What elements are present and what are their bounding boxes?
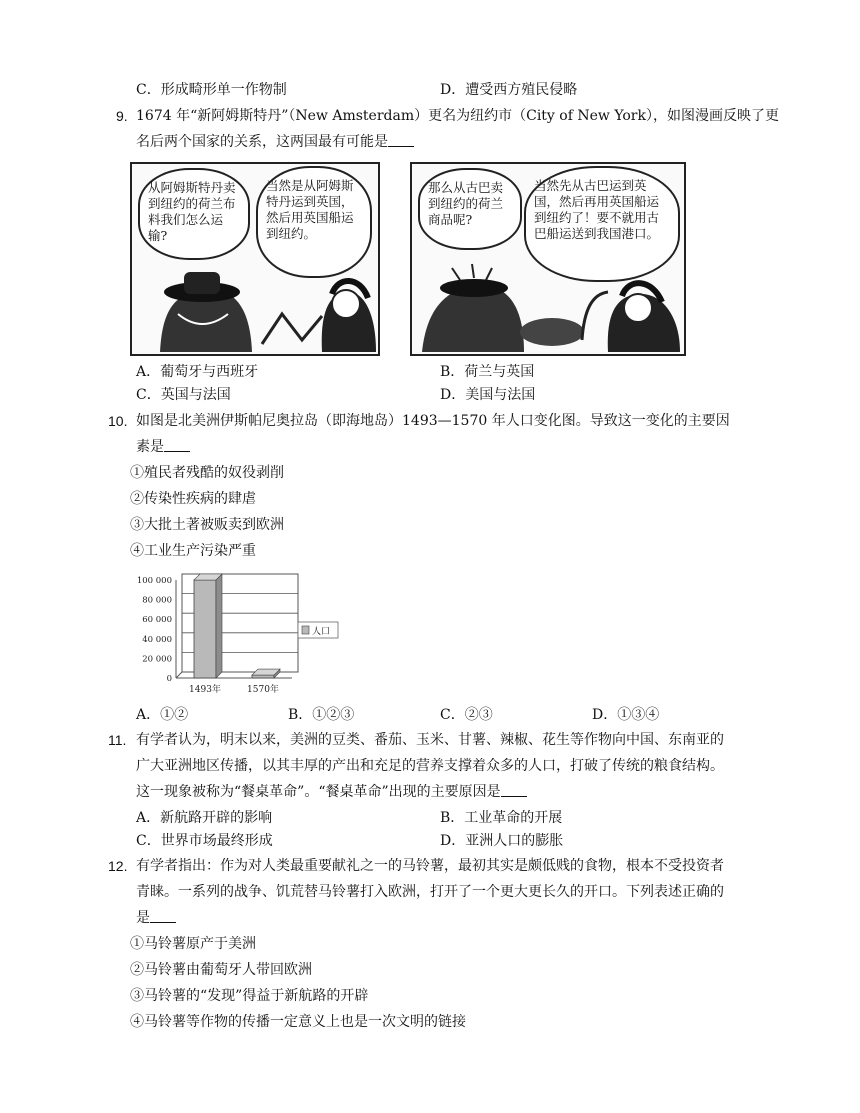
q12-stem-line3-text: 是 [136, 910, 150, 926]
q11-option-d[interactable]: D．亚洲人口的膨胀 [440, 833, 564, 849]
q11-stem-line2: 广大亚洲地区传播，以其丰厚的产出和充足的营养支撑着众多的人口，打破了传统的粮食结构。 [136, 758, 724, 774]
q10-option-a[interactable]: A．①② [136, 707, 189, 723]
cartoon-panel-right [410, 162, 686, 356]
q12-stem-line1: 有学者指出：作为对人类最重要献礼之一的马铃薯，最初其实是颇低贱的食物，根本不受投资者 [136, 858, 724, 874]
q8-option-d[interactable]: D．遭受西方殖民侵略 [440, 82, 578, 98]
q12-item-3: ③马铃薯的“发现”得益于新航路的开辟 [130, 988, 369, 1004]
q12-number: 12. [108, 858, 128, 874]
chart-y-tick-label: 100 000 [136, 576, 172, 586]
q9-stem-line1: 1674 年“新阿姆斯特丹”（New Amsterdam）更名为纽约市（City of New York），如图漫画反映了更 [136, 108, 779, 124]
q10-option-d[interactable]: D．①③④ [592, 707, 660, 723]
q11-option-b[interactable]: B．工业革命的开展 [440, 810, 563, 826]
q9-number: 9. [116, 108, 128, 124]
cartoon-right-figures-illustration [412, 164, 684, 354]
chart-y-tick-label: 20 000 [142, 654, 172, 665]
q8-option-c[interactable]: C．形成畸形单一作物制 [136, 82, 287, 98]
chart-bar-side [216, 574, 222, 678]
chart-y-tick-label: 80 000 [142, 595, 172, 606]
answer-blank[interactable] [150, 908, 176, 923]
population-bar-chart [130, 572, 360, 702]
q9-option-b[interactable]: B．荷兰与英国 [440, 364, 535, 380]
population-chart-svg [130, 572, 360, 702]
chart-y-tick-label: 0 [166, 674, 172, 684]
q12-item-2: ②马铃薯由葡萄牙人带回欧洲 [130, 962, 312, 978]
q12-item-4: ④马铃薯等作物的传播一定意义上也是一次文明的链接 [130, 1014, 466, 1030]
q9-option-a[interactable]: A．葡萄牙与西班牙 [136, 364, 259, 380]
cartoon-panel-left [130, 162, 380, 356]
answer-blank[interactable] [501, 782, 527, 797]
cartoon-left-speech-bubble-1: 从阿姆斯特丹卖到纽约的荷兰布料我们怎么运输? [138, 168, 250, 260]
q9-option-c[interactable]: C．英国与法国 [136, 387, 231, 403]
q11-stem-line3-text: 这一现象被称为“餐桌革命”。“餐桌革命”出现的主要原因是 [136, 784, 501, 800]
q12-item-1: ①马铃薯原产于美洲 [130, 936, 256, 952]
chart-floor-edge [176, 672, 182, 678]
chart-legend-label: 人口 [312, 627, 331, 637]
chart-bar [194, 580, 216, 678]
q9-option-d[interactable]: D．美国与法国 [440, 387, 536, 403]
answer-blank[interactable] [164, 437, 190, 452]
chart-legend-swatch [302, 626, 309, 634]
chart-x-tick-label: 1570年 [247, 685, 279, 695]
q10-stem-line2-text: 素是 [136, 439, 164, 455]
q11-stem-line3 [136, 782, 527, 802]
q10-item-4: ④工业生产污染严重 [130, 543, 256, 559]
cartoon-right-speech-bubble-2: 当然先从古巴运到英国，然后再用英国船运到纽约了！要不就用古巴船运送到我国港口。 [524, 166, 680, 282]
q11-number: 11. [108, 732, 127, 748]
q10-item-1: ①殖民者残酷的奴役剥削 [130, 465, 284, 481]
cartoon-left-speech-bubble-2: 当然是从阿姆斯特丹运到英国，然后用英国船运到纽约。 [256, 166, 372, 278]
q9-stem-line2 [136, 132, 414, 152]
q10-option-c[interactable]: C．②③ [440, 707, 493, 723]
q12-stem-line2: 青睐。一系列的战争、饥荒替马铃薯打入欧洲，打开了一个更大更长久的开口。下列表述正确的 [136, 884, 724, 900]
q10-option-b[interactable]: B．①②③ [288, 707, 355, 723]
chart-x-tick-label: 1493年 [189, 685, 221, 695]
answer-blank[interactable] [388, 132, 414, 147]
q10-stem-line2 [136, 437, 190, 457]
cartoon-left-figures-illustration [132, 164, 378, 354]
q11-stem-line1: 有学者认为，明末以来，美洲的豆类、番茄、玉米、甘薯、辣椒、花生等作物向中国、东南亚的 [136, 732, 724, 748]
q10-item-3: ③大批土著被贩卖到欧洲 [130, 517, 284, 533]
q11-option-c[interactable]: C．世界市场最终形成 [136, 833, 273, 849]
q10-item-2: ②传染性疾病的肆虐 [130, 491, 256, 507]
chart-y-tick-label: 60 000 [142, 615, 172, 626]
cartoon-right-speech-bubble-1: 那么从古巴卖到纽约的荷兰商品呢? [418, 168, 522, 250]
q9-stem-line2-text: 名后两个国家的关系，这两国最有可能是 [136, 134, 388, 150]
chart-bar [252, 675, 274, 678]
q10-number: 10. [108, 413, 128, 429]
q12-stem-line3 [136, 908, 176, 928]
q10-stem-line1: 如图是北美洲伊斯帕尼奥拉岛（即海地岛）1493—1570 年人口变化图。导致这一变化的主要因 [136, 413, 730, 429]
chart-y-tick-label: 40 000 [142, 634, 172, 645]
q11-option-a[interactable]: A．新航路开辟的影响 [136, 810, 273, 826]
